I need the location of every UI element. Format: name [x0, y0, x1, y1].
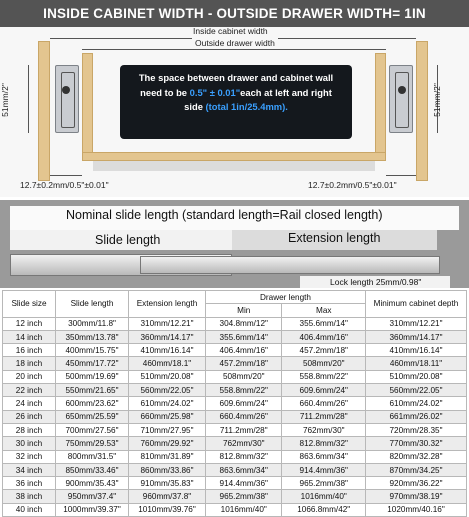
table-cell: 810mm/31.89": [129, 450, 206, 463]
table-cell: 22 inch: [3, 384, 56, 397]
col-drawer-max: Max: [282, 304, 366, 317]
table-cell: 1066.8mm/42": [282, 503, 366, 516]
table-row: [3, 503, 467, 516]
table-cell: 1010mm/39.76": [129, 503, 206, 516]
cabinet-right-wall: [416, 41, 428, 181]
table-cell: 28 inch: [3, 423, 56, 436]
table-cell: 12 inch: [3, 317, 56, 330]
table-cell: 863.6mm/34": [282, 450, 366, 463]
table-cell: 508mm/20": [206, 370, 282, 383]
table-cell: 900mm/35.43": [56, 477, 129, 490]
table-cell: 550mm/21.65": [56, 384, 129, 397]
table-cell: 400mm/15.75": [56, 344, 129, 357]
extension-length-label: Extension length: [288, 231, 381, 245]
extended-rail: [140, 256, 440, 274]
table-cell: 350mm/13.78": [56, 330, 129, 343]
table-row: [3, 423, 467, 436]
table-cell: 760mm/29.92": [129, 437, 206, 450]
table-cell: 660.4mm/26": [206, 410, 282, 423]
table-cell: 800mm/31.5": [56, 450, 129, 463]
callout-line3: side (total 1in/25.4mm).: [184, 101, 288, 112]
table-row: [3, 357, 467, 370]
table-cell: 1000mm/39.37": [56, 503, 129, 516]
gap-left-label: 12.7±0.2mm/0.5"±0.01": [20, 180, 109, 190]
table-row: [3, 450, 467, 463]
table-cell: 710mm/27.95": [129, 423, 206, 436]
table-cell: 304.8mm/12": [206, 317, 282, 330]
table-row: [3, 370, 467, 383]
table-cell: 457.2mm/18": [206, 357, 282, 370]
table-row: [3, 490, 467, 503]
table-cell: 650mm/25.59": [56, 410, 129, 423]
gap-right-label: 12.7±0.2mm/0.5"±0.01": [308, 180, 397, 190]
drawer-left-side: [82, 53, 93, 161]
table-cell: 26 inch: [3, 410, 56, 423]
left-slide: [55, 65, 79, 133]
table-cell: 18 inch: [3, 357, 56, 370]
table-cell: 762mm/30": [206, 437, 282, 450]
spec-table: [2, 290, 467, 517]
table-cell: 965.2mm/38": [206, 490, 282, 503]
table-cell: 711.2mm/28": [206, 423, 282, 436]
table-row: [3, 317, 467, 330]
table-cell: 914.4mm/36": [282, 463, 366, 476]
table-cell: 406.4mm/16": [282, 330, 366, 343]
height-left-label: 51mm/2": [0, 83, 10, 117]
table-row: [3, 344, 467, 357]
table-cell: 460mm/18.11": [366, 357, 467, 370]
spec-table-body: [3, 317, 467, 516]
outside-width-line: [82, 49, 386, 50]
table-row: [3, 477, 467, 490]
table-cell: 661mm/26.02": [366, 410, 467, 423]
table-cell: 1016mm/40": [282, 490, 366, 503]
table-cell: 1016mm/40": [206, 503, 282, 516]
table-cell: 410mm/16.14": [129, 344, 206, 357]
table-cell: 508mm/20": [282, 357, 366, 370]
table-cell: 950mm/37.4": [56, 490, 129, 503]
table-cell: 24 inch: [3, 397, 56, 410]
table-cell: 750mm/29.53": [56, 437, 129, 450]
table-cell: 560mm/22.05": [366, 384, 467, 397]
table-cell: 914.4mm/36": [206, 477, 282, 490]
table-cell: 609.6mm/24": [282, 384, 366, 397]
table-row: [3, 437, 467, 450]
drawer-right-side: [375, 53, 386, 161]
gap-left-line: [50, 175, 82, 176]
table-row: [3, 463, 467, 476]
table-cell: 850mm/33.46": [56, 463, 129, 476]
table-cell: 360mm/14.17": [129, 330, 206, 343]
col-drawer-min: Min: [206, 304, 282, 317]
callout-line2: need to be 0.5" ± 0.01"each at left and right: [140, 86, 332, 98]
table-cell: 20 inch: [3, 370, 56, 383]
table-cell: 660.4mm/26": [282, 397, 366, 410]
table-cell: 510mm/20.08": [129, 370, 206, 383]
col-slide-size: Slide size: [3, 291, 56, 318]
table-cell: 762mm/30": [282, 423, 366, 436]
table-cell: 609.6mm/24": [206, 397, 282, 410]
table-cell: 310mm/12.21": [366, 317, 467, 330]
height-left-line: [28, 65, 29, 133]
table-cell: 30 inch: [3, 437, 56, 450]
table-cell: 970mm/38.19": [366, 490, 467, 503]
table-cell: 14 inch: [3, 330, 56, 343]
height-right-label: 51mm/2": [431, 83, 442, 117]
table-cell: 457.2mm/18": [282, 344, 366, 357]
drawer-shadow: [93, 161, 375, 171]
table-cell: 600mm/23.62": [56, 397, 129, 410]
outside-drawer-width-label: Outside drawer width: [192, 38, 278, 48]
table-cell: 34 inch: [3, 463, 56, 476]
col-slide-length: Slide length: [56, 291, 129, 318]
table-cell: 355.6mm/14": [206, 330, 282, 343]
table-cell: 32 inch: [3, 450, 56, 463]
table-cell: 720mm/28.35": [366, 423, 467, 436]
page-title: INSIDE CABINET WIDTH - OUTSIDE DRAWER WIDTH= 1IN: [0, 0, 469, 27]
table-cell: 770mm/30.32": [366, 437, 467, 450]
table-cell: 558.8mm/22": [206, 384, 282, 397]
table-cell: 610mm/24.02": [129, 397, 206, 410]
table-cell: 700mm/27.56": [56, 423, 129, 436]
table-cell: 560mm/22.05": [129, 384, 206, 397]
col-extension-length: Extension length: [129, 291, 206, 318]
table-cell: 920mm/36.22": [366, 477, 467, 490]
table-cell: 410mm/16.14": [366, 344, 467, 357]
table-cell: 960mm/37.8": [129, 490, 206, 503]
table-cell: 965.2mm/38": [282, 477, 366, 490]
table-cell: 558.8mm/22": [282, 370, 366, 383]
drawer-bottom: [82, 152, 386, 161]
table-cell: 860mm/33.86": [129, 463, 206, 476]
table-cell: 406.4mm/16": [206, 344, 282, 357]
table-cell: 870mm/34.25": [366, 463, 467, 476]
cabinet-diagram: [0, 27, 469, 197]
table-cell: 300mm/11.8": [56, 317, 129, 330]
table-cell: 863.6mm/34": [206, 463, 282, 476]
table-cell: 812.8mm/32": [206, 450, 282, 463]
table-cell: 510mm/20.08": [366, 370, 467, 383]
col-drawer-length: Drawer length: [206, 291, 366, 304]
col-min-cabinet-depth: Minimum cabinet depth: [366, 291, 467, 318]
cabinet-left-wall: [38, 41, 50, 181]
table-cell: 310mm/12.21": [129, 317, 206, 330]
table-cell: 460mm/18.1": [129, 357, 206, 370]
table-cell: 16 inch: [3, 344, 56, 357]
callout-total: (total 1in/25.4mm).: [205, 101, 288, 112]
nominal-length-label: Nominal slide length (standard length=Rail closed length): [66, 208, 383, 222]
table-cell: 40 inch: [3, 503, 56, 516]
gap-callout: [120, 65, 352, 139]
table-cell: 355.6mm/14": [282, 317, 366, 330]
table-cell: 360mm/14.17": [366, 330, 467, 343]
table-cell: 820mm/32.28": [366, 450, 467, 463]
table-cell: 610mm/24.02": [366, 397, 467, 410]
table-cell: 500mm/19.69": [56, 370, 129, 383]
table-cell: 711.2mm/28": [282, 410, 366, 423]
table-cell: 1020mm/40.16": [366, 503, 467, 516]
table-cell: 660mm/25.98": [129, 410, 206, 423]
table-row: [3, 330, 467, 343]
gap-right-line: [386, 175, 416, 176]
lock-length-label: Lock length 25mm/0.98": [330, 277, 422, 287]
callout-line1: The space between drawer and cabinet wall: [138, 72, 334, 83]
table-cell: 36 inch: [3, 477, 56, 490]
slide-length-label: Slide length: [95, 233, 161, 247]
table-row: [3, 410, 467, 423]
table-cell: 812.8mm/32": [282, 437, 366, 450]
table-row: [3, 397, 467, 410]
callout-tolerance: 0.5" ± 0.01": [189, 86, 241, 98]
table-cell: 910mm/35.83": [129, 477, 206, 490]
table-cell: 450mm/17.72": [56, 357, 129, 370]
inside-cabinet-width-label: Inside cabinet width: [190, 27, 271, 36]
table-cell: 38 inch: [3, 490, 56, 503]
table-row: [3, 384, 467, 397]
right-slide: [389, 65, 413, 133]
